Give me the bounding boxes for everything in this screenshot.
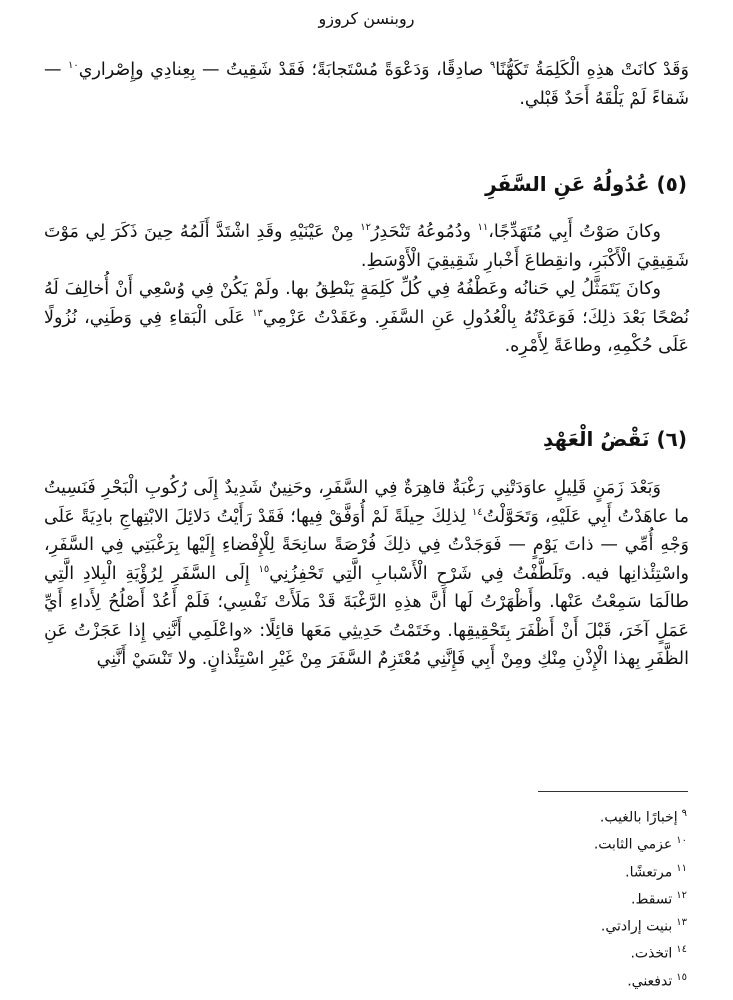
text-run: وَقَدْ كانَتْ هذِهِ الْكَلِمَةُ تَكَهُّنًا: [495, 60, 689, 80]
paragraph: [44, 474, 689, 674]
footnote-text: إخبارًا بالغيب.: [599, 809, 678, 826]
footnote-text: تدفعني.: [627, 973, 673, 990]
footnote-ref[interactable]: ١١: [477, 222, 489, 234]
intro-paragraph: [44, 56, 689, 113]
footnote-text: بنيت إرادتي.: [600, 918, 673, 935]
footnote-ref[interactable]: ١٥: [258, 563, 270, 575]
footnote-text: مرتعشًا.: [625, 864, 673, 881]
section-heading-6: (٦) نَقْضُ الْعَهْدِ: [542, 427, 687, 451]
footnote-ref[interactable]: ١٠: [68, 60, 79, 72]
section-heading-5: (٥) عُدُولُهُ عَنِ السَّفَرِ: [485, 172, 687, 196]
footnote-ref[interactable]: ١٢: [360, 222, 371, 234]
text-run: وكانَ يَتَمَثَّلُ لِي حَنانُه وعَطْفُهُ فِي كُلِّ كَلِمَةٍ يَنْطِقُ بها. ولَمْ يَكُنْ فِي وُسْعِي أَنْ أُخالِفَ لَهُ نُصْحًا بَعْدَ ذلِكَ؛ فَوَعَدْتُهُ بِالْعُدُولِ عَنِ السَّفَرِ. وعَقَدْتُ عَزْمِي: [44, 279, 689, 328]
footnote-item: [387, 936, 687, 963]
footnote-item: [387, 882, 687, 909]
text-run: إِلَى السَّفَرِ لِرُؤْيَةِ الْبِلادِ الَّتِي طالَمَا سَمِعْتُ عَنْها. وأَظْهَرْتُ لَها أَنَّ هذِهِ الرَّغْبَةَ قَدْ مَلَأَتْ نَفْسِي؛ فَلَمْ أَعُدْ أَصْلُحُ لِأَداءِ أَيِّ عَمَلٍ آخَرَ، قَبْلَ أَنْ أَظْفَرَ بِتَحْقِيقِها. وخَتَمْتُ حَدِيثِي مَعَها قائِلًا: «واعْلَمِي أَنَّنِي إِذا عَجَزْتُ عَنِ الظَّفَرِ بِهذا الْإِذْنِ مِنْكِ ومِنْ أَبِي فَإِنَّنِي مُعْتَزِمٌ السَّفَرَ مِنْ غَيْرِ اسْتِئْذانٍ. ولا تَنْسَيْ أَنَّنِي: [44, 563, 689, 669]
footnote-divider: [538, 791, 688, 792]
running-head: روبنسن كروزو: [318, 9, 415, 28]
footnotes-list: [387, 800, 687, 991]
section-5-text: [44, 218, 689, 361]
footnote-ref[interactable]: ١٣: [252, 307, 263, 319]
footnote-item: [387, 964, 687, 991]
text-run: لِذلِكَ حِيلَةً لَمْ أُوَفَّقْ فِيها؛ فَقَدْ رَأَيْتُ دَلائِلَ الابْتِهاجِ بادِيَةً عَلَى وَجْهِ أُمِّي — ذاتَ يَوْمٍ — فَوَجَدْتُ فِي ذلِكَ فُرْصَةً سانِحَةً لِلْإِفْضاءِ إِلَيْها بِرَغْبَتِي فِي السَّفَرِ، واسْتِئْذانِها فيه. وتَلَطَّفْتُ فِي شَرْحِ الْأَسْبابِ الَّتِي تَحْفِزُنِي: [44, 506, 689, 584]
paragraph: [44, 275, 689, 361]
footnote-number: ١٣: [676, 917, 687, 929]
footnote-number: ١٠: [676, 835, 687, 847]
intro-paragraph-block: [44, 56, 689, 113]
footnote-number: ١٤: [676, 944, 687, 956]
text-run: صادِقًا، وَدَعْوَةً مُسْتَجابَةً؛ فَقَدْ شَقِيتُ — بِعِنادِي وإِصْراري: [78, 60, 490, 80]
paragraph: [44, 218, 689, 275]
footnote-text: عزمي الثابت.: [593, 836, 673, 853]
footnote-number: ١٥: [676, 971, 687, 983]
footnote-ref[interactable]: ١٤: [471, 506, 483, 518]
text-run: ودُمُوعُهُ تَنْحَدِرُ: [370, 222, 478, 242]
footnote-number: ١٢: [676, 889, 687, 901]
text-run: وَبَعْدَ زَمَنٍ قَلِيلٍ عاوَدَتْنِي رَغْبَةٌ قاهِرَةٌ فِي السَّفَرِ، وحَنِينٌ شَدِيدٌ إِلَى رُكُوبِ الْبَحْرِ فَنَسِيتُ ما عاهَدْتُ أَبِي عَلَيْهِ، وَتَحَوَّلْتُ: [44, 478, 689, 527]
footnote-number: ١١: [676, 862, 687, 874]
footnote-ref[interactable]: ٩: [489, 60, 496, 72]
footnote-text: اتخذت.: [630, 946, 673, 963]
text-run: وكانَ صَوْتُ أَبِي مُتَهَدِّجًا،: [488, 222, 661, 242]
section-6-text: [44, 474, 689, 674]
footnote-item: [387, 800, 687, 827]
footnote-text: تسقط.: [631, 891, 673, 908]
footnote-item: [387, 909, 687, 936]
footnote-number: ٩: [681, 808, 687, 819]
text-run: مِنْ عَيْنَيْهِ وقَدِ اشْتَدَّ أَلَمُهُ حِينَ ذَكَرَ لِي مَوْتَ شَقِيقِيَ الْأَكْبَرِ، وانقِطاعَ أَخْبارِ شَقِيقِيَ الْأَوْسَطِ.: [44, 222, 689, 271]
footnote-item: [387, 855, 687, 882]
text-run: — شَقاءً لَمْ يَلْقَهُ أَحَدٌ قَبْلي.: [44, 60, 689, 109]
text-run: عَلَى الْبَقاءِ فِي وَطَنِي، نُزُولًا عَلَى حُكْمِهِ، وطاعَةً لِأَمْرِه.: [44, 307, 689, 356]
footnote-item: [387, 827, 687, 854]
